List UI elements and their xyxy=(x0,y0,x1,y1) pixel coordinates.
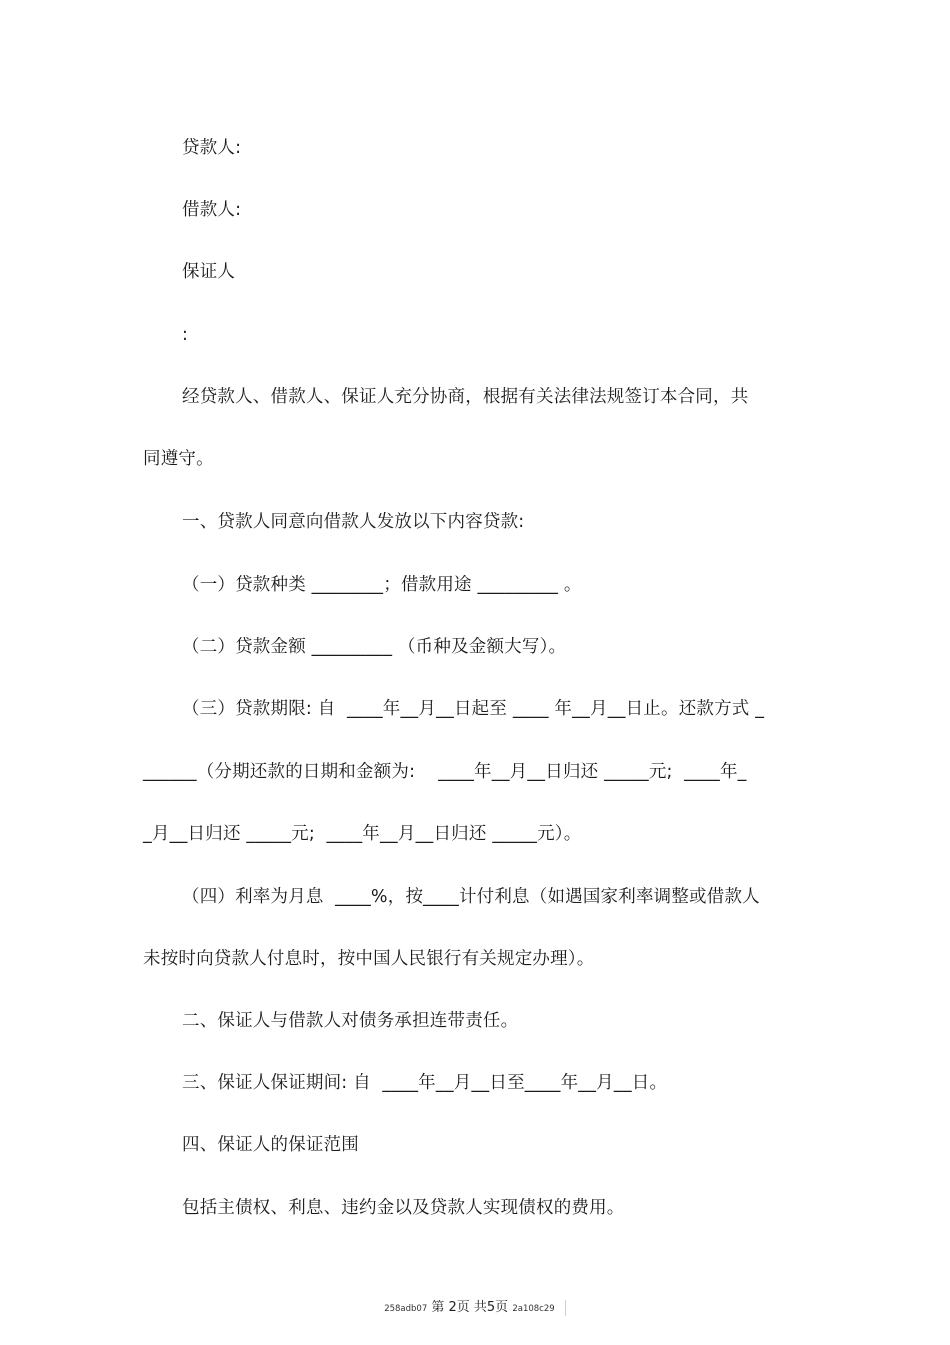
clause-1-item-4-line-2: 未按时向贷款人付息时，按中国人民银行有关规定办理）。 xyxy=(143,949,595,969)
preamble-line-2: 同遵守。 xyxy=(143,449,214,469)
clause-4-heading: 四、保证人的保证范围 xyxy=(182,1135,359,1155)
clause-1-item-4-line-1: （四）利率为月息 ____%，按____计付利息（如遇国家利率调整或借款人 xyxy=(182,887,760,907)
page-footer xyxy=(0,1296,950,1316)
clause-1-item-1: （一）贷款种类 ________；借款用途 _________ 。 xyxy=(182,575,582,595)
clause-1-item-3-line-2: ______（分期还款的日期和金额为: ____年__月__日归还 _____元; ____年_ xyxy=(143,762,747,782)
clause-4-body: 包括主债权、利息、违约金以及贷款人实现债权的费用。 xyxy=(182,1198,625,1218)
clause-1-item-3-line-1: （三）贷款期限: 自 ____年__月__日起至 ____ 年__月__日止。还款方式 _ xyxy=(182,699,765,719)
footer-page-number: 第 2页 共5页 xyxy=(431,1300,509,1315)
clause-1-heading: 一、贷款人同意向借款人发放以下内容贷款: xyxy=(182,512,525,532)
clause-2: 二、保证人与借款人对债务承担连带责任。 xyxy=(182,1011,519,1031)
lender-label: 贷款人: xyxy=(182,138,242,158)
clause-3: 三、保证人保证期间: 自 ____年__月__日至____年__月__日。 xyxy=(182,1073,668,1093)
footer-right-code: 2a108c29 xyxy=(512,1304,555,1314)
footer-left-code: 258adb07 xyxy=(384,1304,428,1314)
footer-divider xyxy=(565,1300,566,1316)
guarantor-colon: : xyxy=(182,325,189,345)
borrower-label: 借款人: xyxy=(182,200,242,220)
preamble-line-1: 经贷款人、借款人、保证人充分协商，根据有关法律法规签订本合同，共 xyxy=(182,387,749,407)
clause-1-item-2: （二）贷款金额 _________ （币种及金额大写）。 xyxy=(182,637,567,657)
guarantor-label: 保证人 xyxy=(182,262,236,282)
clause-1-item-3-line-3: _月__日归还 _____元; ____年__月__日归还 _____元）。 xyxy=(143,824,582,844)
